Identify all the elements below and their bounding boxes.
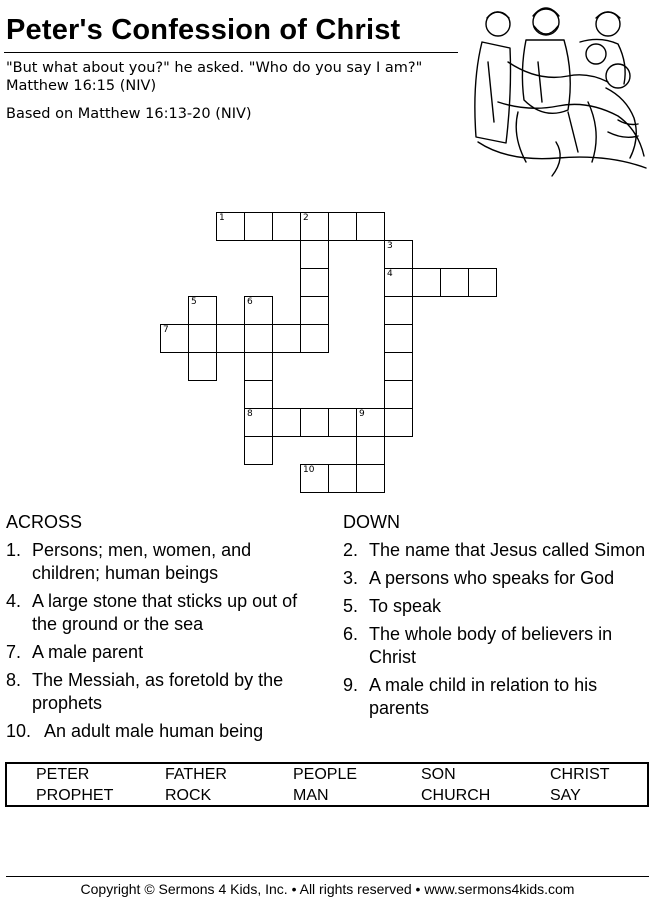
- crossword-cell[interactable]: [384, 268, 413, 297]
- jesus-and-disciples-illustration: [468, 2, 653, 180]
- crossword-cell[interactable]: [188, 324, 217, 353]
- clue-down-5: 5. To speak: [343, 596, 442, 616]
- crossword-cell[interactable]: [384, 296, 413, 325]
- clue-number: 10: [303, 465, 315, 475]
- clue-number: 5: [191, 297, 197, 307]
- crossword-cell[interactable]: [328, 212, 357, 241]
- word-bank-word: ROCK: [165, 787, 212, 804]
- scripture-quote: "But what about you?" he asked. "Who do you say I am?" Matthew 16:15 (NIV): [6, 60, 423, 94]
- clue-across-10: 10. An adult male human being: [6, 721, 264, 741]
- crossword-cell[interactable]: [440, 268, 469, 297]
- crossword-cell[interactable]: [244, 380, 273, 409]
- clue-number: 6: [247, 297, 253, 307]
- crossword-cell[interactable]: [216, 212, 245, 241]
- copyright-footer: Copyright © Sermons 4 Kids, Inc. • All rights reserved • www.sermons4kids.com: [80, 881, 575, 897]
- clue-number: 3: [387, 241, 393, 251]
- crossword-cell[interactable]: [384, 324, 413, 353]
- clue-number: 4: [387, 269, 393, 279]
- word-bank-word: PETER: [36, 766, 90, 783]
- word-bank-word: PROPHET: [36, 787, 114, 804]
- word-bank: [5, 762, 649, 807]
- crossword-cell[interactable]: [300, 212, 329, 241]
- crossword-cell[interactable]: [468, 268, 497, 297]
- clue-number: 9: [359, 409, 365, 419]
- crossword-cell[interactable]: [244, 408, 273, 437]
- crossword-cell[interactable]: [216, 324, 245, 353]
- crossword-cell[interactable]: [300, 464, 329, 493]
- word-bank-word: CHURCH: [421, 787, 491, 804]
- based-on-reference: Based on Matthew 16:13-20 (NIV): [6, 106, 252, 122]
- crossword-cell[interactable]: [356, 436, 385, 465]
- word-bank-word: SON: [421, 766, 456, 783]
- clue-down-3: 3. A persons who speaks for God: [343, 568, 615, 588]
- crossword-cell[interactable]: [244, 212, 273, 241]
- title-underline: [4, 52, 458, 53]
- crossword-cell[interactable]: [244, 324, 273, 353]
- crossword-cell[interactable]: [300, 296, 329, 325]
- word-bank-word: SAY: [550, 787, 581, 804]
- clue-number: 7: [163, 325, 169, 335]
- crossword-cell[interactable]: [328, 464, 357, 493]
- crossword-cell[interactable]: [272, 324, 301, 353]
- word-bank-word: MAN: [293, 787, 329, 804]
- crossword-cell[interactable]: [272, 408, 301, 437]
- crossword-cell[interactable]: [356, 212, 385, 241]
- footer-divider: [6, 876, 649, 877]
- crossword-cell[interactable]: [328, 408, 357, 437]
- down-heading: DOWN: [343, 512, 400, 532]
- clue-across-4: 4. A large stone that sticks up out of the ground or the sea: [6, 591, 298, 634]
- crossword-cell[interactable]: [300, 240, 329, 269]
- crossword-cell[interactable]: [300, 408, 329, 437]
- clue-number: 2: [303, 213, 309, 223]
- crossword-cell[interactable]: [356, 464, 385, 493]
- word-bank-word: FATHER: [165, 766, 227, 783]
- word-bank-word: CHRIST: [550, 766, 610, 783]
- page-title: Peter's Confession of Christ: [6, 14, 401, 46]
- crossword-cell[interactable]: [384, 380, 413, 409]
- crossword-cell[interactable]: [244, 436, 273, 465]
- crossword-cell[interactable]: [272, 212, 301, 241]
- crossword-cell[interactable]: [188, 352, 217, 381]
- crossword-cell[interactable]: [188, 296, 217, 325]
- down-clues: [343, 539, 649, 725]
- crossword-cell[interactable]: [300, 324, 329, 353]
- crossword-cell[interactable]: [384, 240, 413, 269]
- crossword-cell[interactable]: [412, 268, 441, 297]
- word-bank-word: PEOPLE: [293, 766, 358, 783]
- clue-number: 8: [247, 409, 253, 419]
- crossword-cell[interactable]: [160, 324, 189, 353]
- clue-across-7: 7. A male parent: [6, 642, 144, 662]
- crossword-cell[interactable]: [384, 408, 413, 437]
- clue-across-1: 1. Persons; men, women, and children; human beings: [6, 540, 252, 583]
- across-clues: [6, 539, 324, 748]
- crossword-cell[interactable]: [244, 352, 273, 381]
- across-heading: ACROSS: [6, 512, 83, 532]
- crossword-cell[interactable]: [356, 408, 385, 437]
- crossword-cell[interactable]: [244, 296, 273, 325]
- clue-down-6: 6. The whole body of believers in Christ: [343, 624, 613, 667]
- crossword-cell[interactable]: [300, 268, 329, 297]
- clue-number: 1: [219, 213, 225, 223]
- clue-across-8: 8. The Messiah, as foretold by the prophets: [6, 670, 284, 713]
- clue-down-2: 2. The name that Jesus called Simon: [343, 540, 646, 560]
- crossword-cell[interactable]: [384, 352, 413, 381]
- clue-down-9: 9. A male child in relation to his parents: [343, 675, 598, 718]
